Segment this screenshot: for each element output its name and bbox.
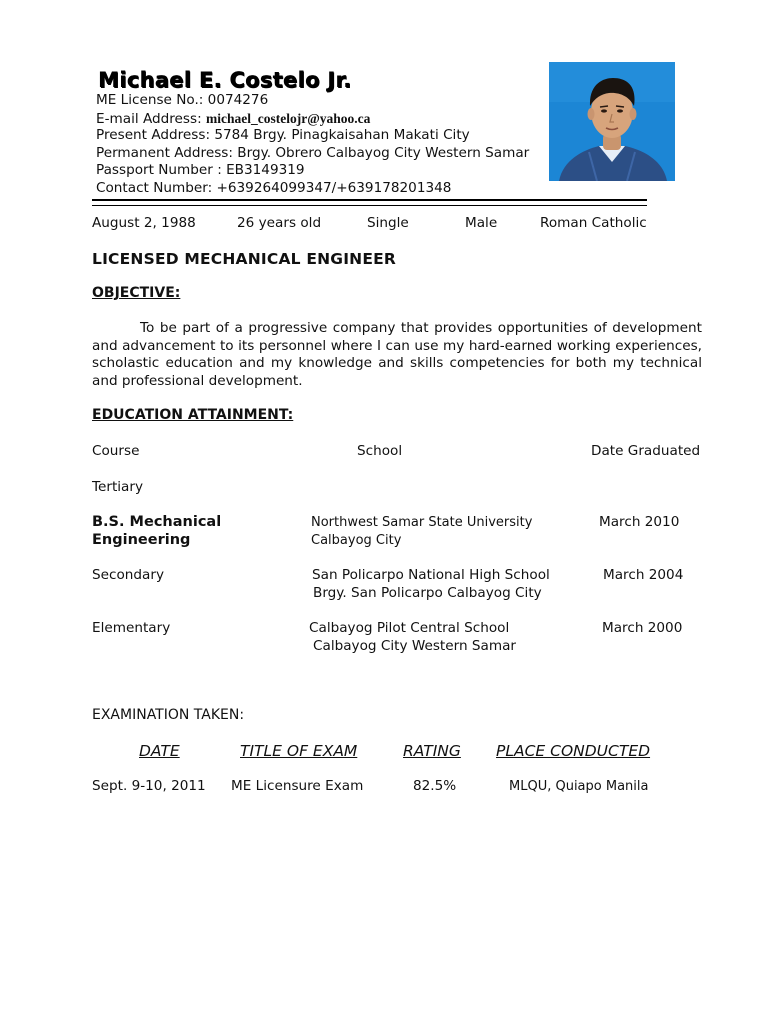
permanent-address: Permanent Address: Brgy. Obrero Calbayog City Western Samar [96, 144, 530, 161]
age: 26 years old [237, 215, 322, 231]
exam-title: ME Licensure Exam [231, 778, 364, 794]
education-col-date: Date Graduated [591, 443, 701, 459]
email-label: E-mail Address: [96, 110, 206, 127]
tertiary-label: Tertiary [92, 479, 144, 495]
table-row-course: Elementary [92, 620, 171, 636]
table-row-school: San Policarpo National High School [312, 567, 550, 583]
table-row-date: March 2000 [602, 620, 683, 636]
header-divider-thick [92, 199, 647, 201]
exam-col-title: TITLE OF EXAM [240, 742, 358, 760]
table-row-school: Northwest Samar State University [311, 515, 533, 530]
table-row-school: Calbayog Pilot Central School [309, 620, 510, 636]
civil-status: Single [367, 215, 409, 231]
exam-col-rating: RATING [403, 742, 461, 760]
applicant-name: Michael E. Costelo Jr. [98, 68, 352, 92]
table-row-date: March 2004 [603, 567, 684, 583]
objective-text: To be part of a progressive company that provides opportunities of development and advancement to its personnel where I can use my hard-earned working experiences, scholastic education and my knowledge and skills competencies for both my technical and professional development. [92, 320, 702, 389]
exam-col-place: PLACE CONDUCTED [496, 742, 651, 760]
objective-heading: OBJECTIVE: [92, 285, 181, 301]
table-row-course-cont: Engineering [92, 532, 191, 548]
present-address: Present Address: 5784 Brgy. Pinagkaisahan Makati City [96, 127, 470, 143]
education-col-course: Course [92, 443, 140, 459]
table-row-course: B.S. Mechanical [92, 514, 222, 530]
table-row-course: Secondary [92, 567, 164, 583]
birthdate: August 2, 1988 [92, 215, 196, 231]
person-portrait-icon [549, 62, 675, 181]
exam-col-date: DATE [139, 742, 180, 760]
contact-number: Contact Number: +639264099347/+639178201348 [96, 179, 452, 196]
exam-rating: 82.5% [413, 778, 457, 794]
profile-photo [549, 62, 675, 181]
email-line [96, 110, 370, 129]
profession-title: LICENSED MECHANICAL ENGINEER [92, 250, 397, 268]
exam-place: MLQU, Quiapo Manila [509, 779, 649, 794]
education-heading: EDUCATION ATTAINMENT: [92, 407, 294, 423]
table-row-school-location: Calbayog City [311, 533, 402, 548]
header-divider-thin [92, 205, 647, 206]
examination-heading: EXAMINATION TAKEN: [92, 707, 245, 723]
license-number: ME License No.: 0074276 [96, 92, 269, 108]
passport-number: Passport Number : EB3149319 [96, 162, 305, 178]
table-row-school-location: Brgy. San Policarpo Calbayog City [313, 585, 542, 601]
sex: Male [465, 215, 498, 231]
table-row-school-location: Calbayog City Western Samar [313, 638, 517, 654]
religion: Roman Catholic [540, 215, 647, 231]
education-col-school: School [357, 443, 403, 459]
table-row-date: March 2010 [599, 514, 680, 530]
email-value: michael_costelojr@yahoo.ca [205, 110, 371, 126]
exam-date: Sept. 9-10, 2011 [92, 778, 206, 794]
